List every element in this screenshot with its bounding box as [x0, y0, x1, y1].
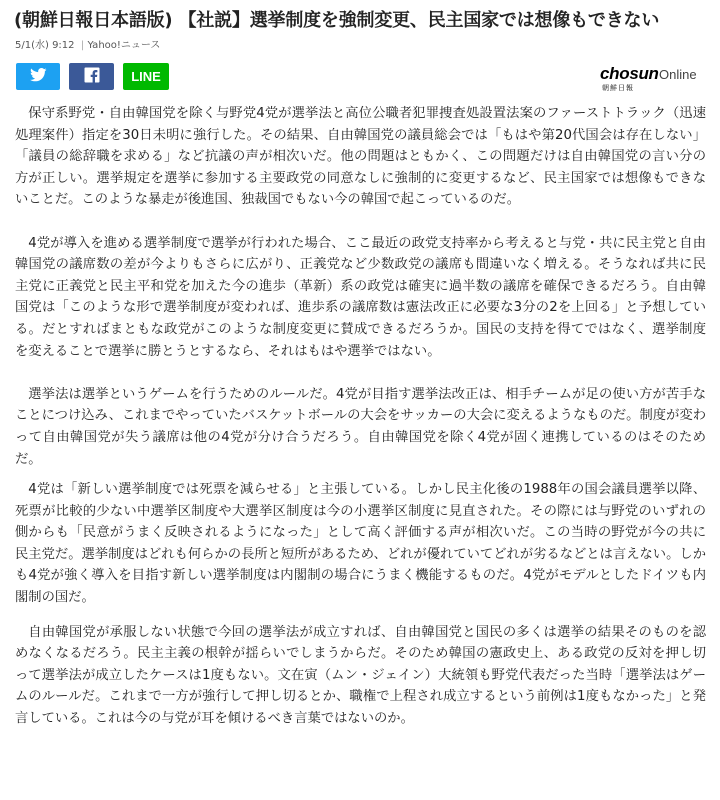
line-share-label: LINE [131, 69, 161, 84]
twitter-bird-icon [30, 67, 47, 86]
publish-date: 5/1(水) 9:12 [15, 40, 75, 51]
article-body [15, 103, 706, 730]
paragraph-spacer [15, 609, 706, 622]
paragraph-spacer [15, 211, 706, 233]
article-paragraph: 保守系野党・自由韓国党を除く与野党4党が選挙法と高位公職者犯罪捜査処設置法案のファーストトラック（迅速処理案件）指定を30日未明に強行した。その結果、自由韓国党の議員総会では「もはや第20代国会は存在しない」「議員の総辞職を求める」など抗議の声が相次いだ。他の問題はともかく、この問題だけは自由韓国党の言い分の方が正しい。選挙規定を選挙に参加する主要政党の同意なしに強制的に変更するなど、民主国家では想像もできないことだ。このような暴走が後進国、独裁国でもない今の韓国で起こっているのだ。 [15, 106, 706, 208]
facebook-share-button[interactable] [69, 63, 114, 90]
source-name[interactable]: Yahoo!ニュース [87, 40, 161, 51]
article-paragraph: 自由韓国党が承服しない状態で今回の選挙法が成立すれば、自由韓国党と国民の多くは選挙の結果そのものを認めなくなるだろう。民主主義の根幹が揺らいでしまうからだ。そのため韓国の憲政史上、ある政党の反対を押し切って選挙法が成立したケースは1度もない。文在寅（ムン・ジェイン）大統領も野党代表だった当時「選挙法はゲームのルールだ。これまで一方が強行して押し切るとか、職権で上程され成立するという前例は1度もなかった」と発言している。これは今の与党が耳を傾けるべき言葉ではないのか。 [15, 624, 706, 727]
article-title: (朝鮮日報日本語版) 【社説】選挙制度を強制変更、民主国家では想像もできない [14, 10, 660, 31]
paragraph-spacer [15, 470, 706, 479]
article-meta [15, 40, 160, 52]
article-paragraph: 選挙法は選挙というゲームを行うためのルールだ。4党が目指す選挙法改正は、相手チームが足の使い方が苦手なことにつけ込み、これまでやっていたバスケットボールの大会をサッカーの大会に変えるようなものだ。制度が変わって自由韓国党が失う議席は他の4党が分け合うだろう。自由韓国党を除く4党が固く連携しているのはそのためだ。 [15, 386, 706, 467]
chosun-online-logo[interactable] [600, 64, 710, 92]
article-paragraph: 4党が導入を進める選挙制度で選挙が行われた場合、ここ最近の政党支持率から考えると与党・共に民主党と自由韓国党の議席数の差が今よりもさらに広がり、正義党など少数政党の議席も間違いなく増える。そうなれば共に民主党に正義党と民主平和党を加えた今の進歩（革新）系の政党は確実に過半数の議席を確保できるだろう。自由韓国党は「このような形で選挙制度が変われば、進歩系の議席数は憲法改正に必要な3分の2を上回る」と予想している。だとすればまともな政党がこのような制度変更に賛成できるだろうか。国民の支持を得てではなく、選挙制度を変えることで選挙に勝とうとするなら、それはもはや選挙ではない。 [15, 235, 706, 359]
facebook-f-icon [84, 67, 100, 87]
twitter-share-button[interactable] [16, 63, 60, 90]
meta-separator: | [77, 40, 88, 51]
brand-suffix: Online [659, 67, 697, 82]
brand-name: chosun [600, 64, 659, 83]
article-paragraph: 4党は「新しい選挙制度では死票を減らせる」と主張している。しかし民主化後の1988年の国会議員選挙以降、死票が比較的少ない中選挙区制度や大選挙区制度は今の小選挙区制度に見直された。その際には与野党のいずれの側からも「民意がうまく反映されるようになった」として高く評価する声が相次いだ。この当時の野党が今の共に民主党だ。選挙制度はどれも何らかの長所と短所があるため、どれが優れていてどれが劣るなどとは言えない。しかも4党が強く導入を目指す新しい選挙制度は内閣制の場合にうまく機能するものだ。4党がモデルとしたドイツも内閣制の国だ。 [15, 482, 706, 606]
line-share-button[interactable] [123, 63, 169, 90]
brand-subtitle: 朝鮮日報 [602, 84, 634, 92]
paragraph-spacer [15, 362, 706, 384]
